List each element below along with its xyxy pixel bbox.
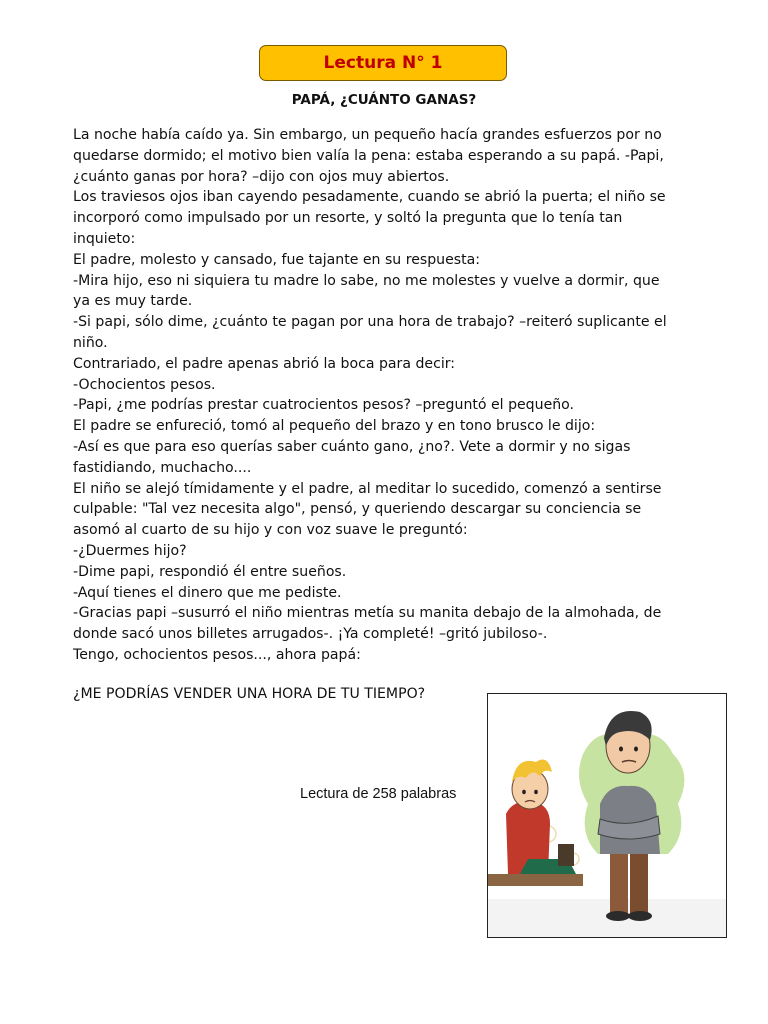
title-box bbox=[259, 45, 507, 81]
story-line: ya es muy tarde. bbox=[73, 293, 193, 310]
closing-question: ¿ME PODRÍAS VENDER UNA HORA DE TU TIEMPO? bbox=[73, 686, 426, 702]
story-line: El niño se alejó tímidamente y el padre, al meditar lo sucedido, comenzó a sentirse bbox=[73, 480, 662, 497]
story-line: -Si papi, sólo dime, ¿cuánto te pagan por una hora de trabajo? –reiteró suplicante el bbox=[73, 314, 667, 331]
story-line: fastidiando, muchacho.... bbox=[73, 459, 252, 476]
story-body bbox=[73, 125, 705, 666]
story-line: El padre, molesto y cansado, fue tajante en su respuesta: bbox=[73, 251, 481, 268]
story-line: El padre se enfureció, tomó al pequeño del brazo y en tono brusco le dijo: bbox=[73, 418, 596, 435]
story-line: inquieto: bbox=[73, 230, 136, 247]
story-line: donde sacó unos billetes arrugados-. ¡Ya completé! –gritó jubiloso-. bbox=[73, 626, 548, 643]
story-line: -Así es que para eso querías saber cuánto gano, ¿no?. Vete a dormir y no sigas bbox=[73, 438, 631, 455]
story-line: culpable: "Tal vez necesita algo", pensó, y queriendo descargar su conciencia se bbox=[73, 501, 642, 518]
story-line: incorporó como impulsado por un resorte, y soltó la pregunta que lo tenía tan bbox=[73, 210, 623, 227]
story-line: ¿cuánto ganas por hora? –dijo con ojos muy abiertos. bbox=[73, 168, 450, 185]
story-line: niño. bbox=[73, 334, 108, 351]
word-count-note: Lectura de 258 palabras bbox=[300, 786, 457, 802]
story-line: -Papi, ¿me podrías prestar cuatrocientos pesos? –preguntó el pequeño. bbox=[73, 397, 575, 414]
story-line: -Aquí tienes el dinero que me pediste. bbox=[73, 584, 342, 601]
story-line: -¿Duermes hijo? bbox=[73, 542, 187, 559]
story-line: -Mira hijo, eso ni siquiera tu madre lo sabe, no me molestes y vuelve a dormir, que bbox=[73, 272, 660, 289]
illustration-drawing bbox=[488, 694, 726, 937]
boy-figure bbox=[488, 760, 583, 886]
story-line: La noche había caído ya. Sin embargo, un pequeño hacía grandes esfuerzos por no bbox=[73, 127, 662, 143]
story-line: -Ochocientos pesos. bbox=[73, 376, 216, 393]
story-line: Los traviesos ojos iban cayendo pesadamente, cuando se abrió la puerta; el niño se bbox=[73, 189, 666, 206]
reading-title: Lectura N° 1 bbox=[323, 53, 443, 73]
story-line: -Gracias papi –susurró el niño mientras metía su manita debajo de la almohada, de bbox=[73, 605, 662, 622]
story-line: Tengo, ochocientos pesos..., ahora papá: bbox=[73, 646, 361, 663]
story-line: -Dime papi, respondió él entre sueños. bbox=[73, 563, 347, 580]
story-line: quedarse dormido; el motivo bien valía la pena: estaba esperando a su papá. -Papi, bbox=[73, 147, 664, 164]
story-title: PAPÁ, ¿CUÁNTO GANAS? bbox=[291, 92, 477, 108]
father-son-illustration bbox=[487, 693, 727, 938]
story-line: Contrariado, el padre apenas abrió la boca para decir: bbox=[73, 355, 456, 372]
story-line: asomó al cuarto de su hijo y con voz suave le preguntó: bbox=[73, 522, 468, 539]
